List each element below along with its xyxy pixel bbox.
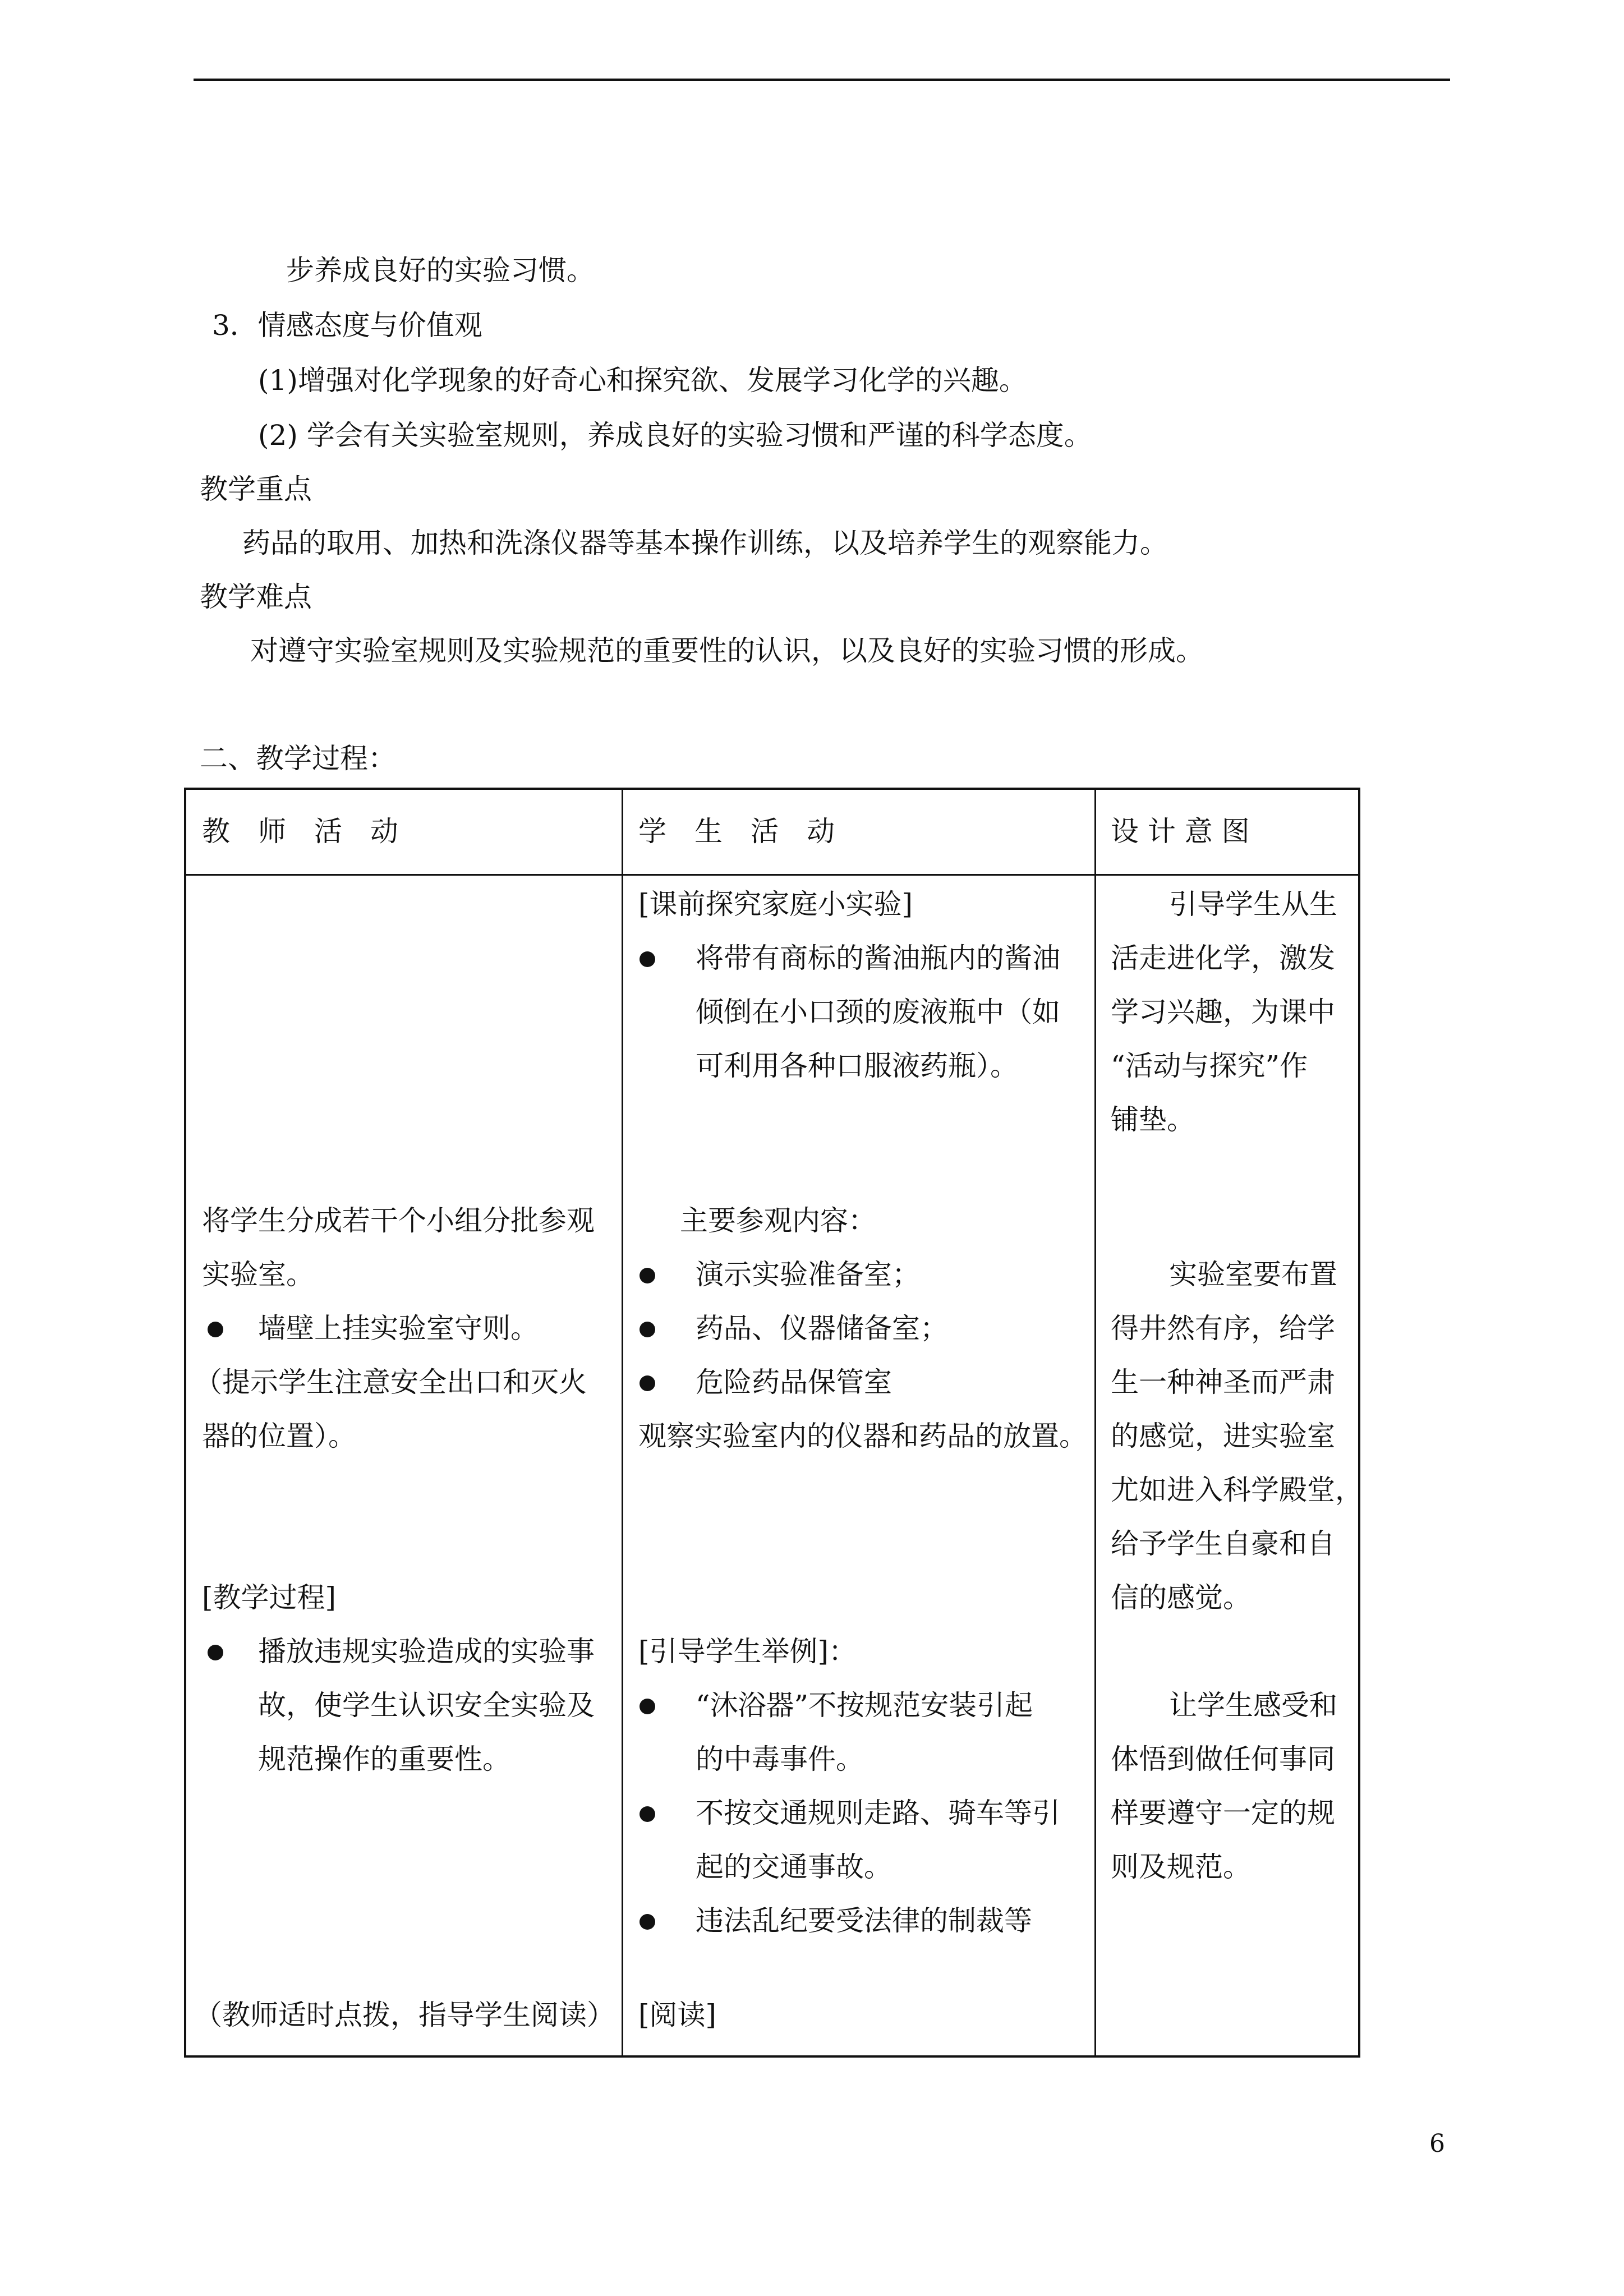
design-text: 生一种神圣而严肃: [1111, 1366, 1335, 1398]
teacher-text: 器的位置）。: [202, 1420, 356, 1452]
student-text: 的中毒事件。: [696, 1743, 864, 1775]
design-text: 得井然有序，给学: [1111, 1312, 1335, 1345]
teacher-text: 故，使学生认识安全实验及: [258, 1689, 595, 1722]
teacher-text: （提示学生注意安全出口和灭火: [194, 1366, 587, 1398]
bullet-icon: [640, 1699, 655, 1714]
difficulties-text: 对遵守实验室规则及实验规范的重要性的认识，以及良好的实验习惯的形成。: [250, 634, 1204, 667]
design-text: 给予学生自豪和自: [1111, 1527, 1335, 1560]
design-text: 让学生感受和: [1169, 1689, 1337, 1722]
teacher-text: 播放违规实验造成的实验事: [258, 1635, 595, 1668]
design-text: 体悟到做任何事同: [1111, 1743, 1335, 1775]
bullet-icon: [208, 1322, 223, 1337]
design-text: “活动与探究”作: [1111, 1050, 1308, 1082]
difficulties-title: 教学难点: [200, 581, 312, 613]
teacher-section-label: [教学过程]: [202, 1581, 337, 1614]
column-divider: [1094, 790, 1096, 2055]
student-section-label: [阅读]: [638, 1999, 717, 2031]
design-text: 的感觉，进实验室: [1111, 1420, 1335, 1452]
design-text: 实验室要布置: [1169, 1258, 1337, 1291]
teacher-text: 墙壁上挂实验室守则。: [258, 1312, 539, 1345]
teacher-text: 规范操作的重要性。: [258, 1743, 510, 1775]
key-points-title: 教学重点: [200, 473, 312, 505]
bullet-icon: [208, 1645, 223, 1660]
header-design-intent: 设 计 意 图: [1111, 815, 1250, 848]
design-text: 引导学生从生: [1169, 888, 1337, 921]
student-section-label: [课前探究家庭小实验]: [638, 888, 913, 921]
teacher-text: 将学生分成若干个小组分批参观: [202, 1204, 595, 1237]
section-heading-attitude: 3．情感态度与价值观: [212, 309, 482, 342]
process-title: 二、教学过程：: [200, 742, 396, 775]
design-text: 尤如进入科学殿堂，: [1111, 1474, 1363, 1506]
page-number: 6: [1429, 2129, 1445, 2158]
student-section-label: [引导学生举例]：: [638, 1635, 857, 1668]
student-text: 违法乱纪要受法律的制裁等: [696, 1904, 1032, 1937]
intro-item-1: (1)增强对化学现象的好奇心和探究欲、发展学习化学的兴趣。: [258, 364, 1027, 397]
intro-line-1: 步养成良好的实验习惯。: [286, 254, 595, 287]
column-divider: [622, 790, 623, 2055]
design-text: 则及规范。: [1111, 1851, 1251, 1883]
student-text: “沐浴器”不按规范安装引起: [696, 1689, 1033, 1722]
key-points-text: 药品的取用、加热和洗涤仪器等基本操作训练，以及培养学生的观察能力。: [242, 527, 1168, 559]
student-text: 观察实验室内的仪器和药品的放置。: [638, 1420, 1087, 1452]
header-rule: [194, 79, 1450, 81]
student-text: 主要参观内容：: [680, 1204, 876, 1237]
student-text: 药品、仪器储备室；: [696, 1312, 948, 1345]
student-text: 倾倒在小口颈的废液瓶中（如: [696, 996, 1060, 1028]
student-text: 可利用各种口服液药瓶）。: [696, 1050, 1018, 1082]
student-text: 演示实验准备室；: [696, 1258, 920, 1291]
teacher-text: （教师适时点拨，指导学生阅读）: [194, 1999, 615, 2031]
bullet-icon: [640, 1322, 655, 1337]
design-text: 信的感觉。: [1111, 1581, 1251, 1614]
student-text: 将带有商标的酱油瓶内的酱油: [696, 942, 1060, 974]
design-text: 样要遵守一定的规: [1111, 1797, 1335, 1829]
design-text: 活走进化学，激发: [1111, 942, 1335, 974]
header-teacher-activity: 教 师 活 动: [202, 815, 398, 848]
bullet-icon: [640, 951, 655, 967]
bullet-icon: [640, 1806, 655, 1822]
teaching-process-table: [184, 788, 1363, 2058]
design-text: 学习兴趣，为课中: [1111, 996, 1335, 1028]
header-row-divider: [186, 874, 1358, 876]
design-text: 铺垫。: [1111, 1103, 1195, 1136]
bullet-icon: [640, 1375, 655, 1391]
student-text: 起的交通事故。: [696, 1851, 892, 1883]
student-text: 危险药品保管室: [696, 1366, 892, 1398]
teacher-text: 实验室。: [202, 1258, 314, 1291]
bullet-icon: [640, 1914, 655, 1930]
header-student-activity: 学 生 活 动: [638, 815, 835, 848]
intro-item-2: (2) 学会有关实验室规则，养成良好的实验习惯和严谨的科学态度。: [258, 419, 1092, 452]
student-text: 不按交通规则走路、骑车等引: [696, 1797, 1060, 1829]
bullet-icon: [640, 1268, 655, 1283]
